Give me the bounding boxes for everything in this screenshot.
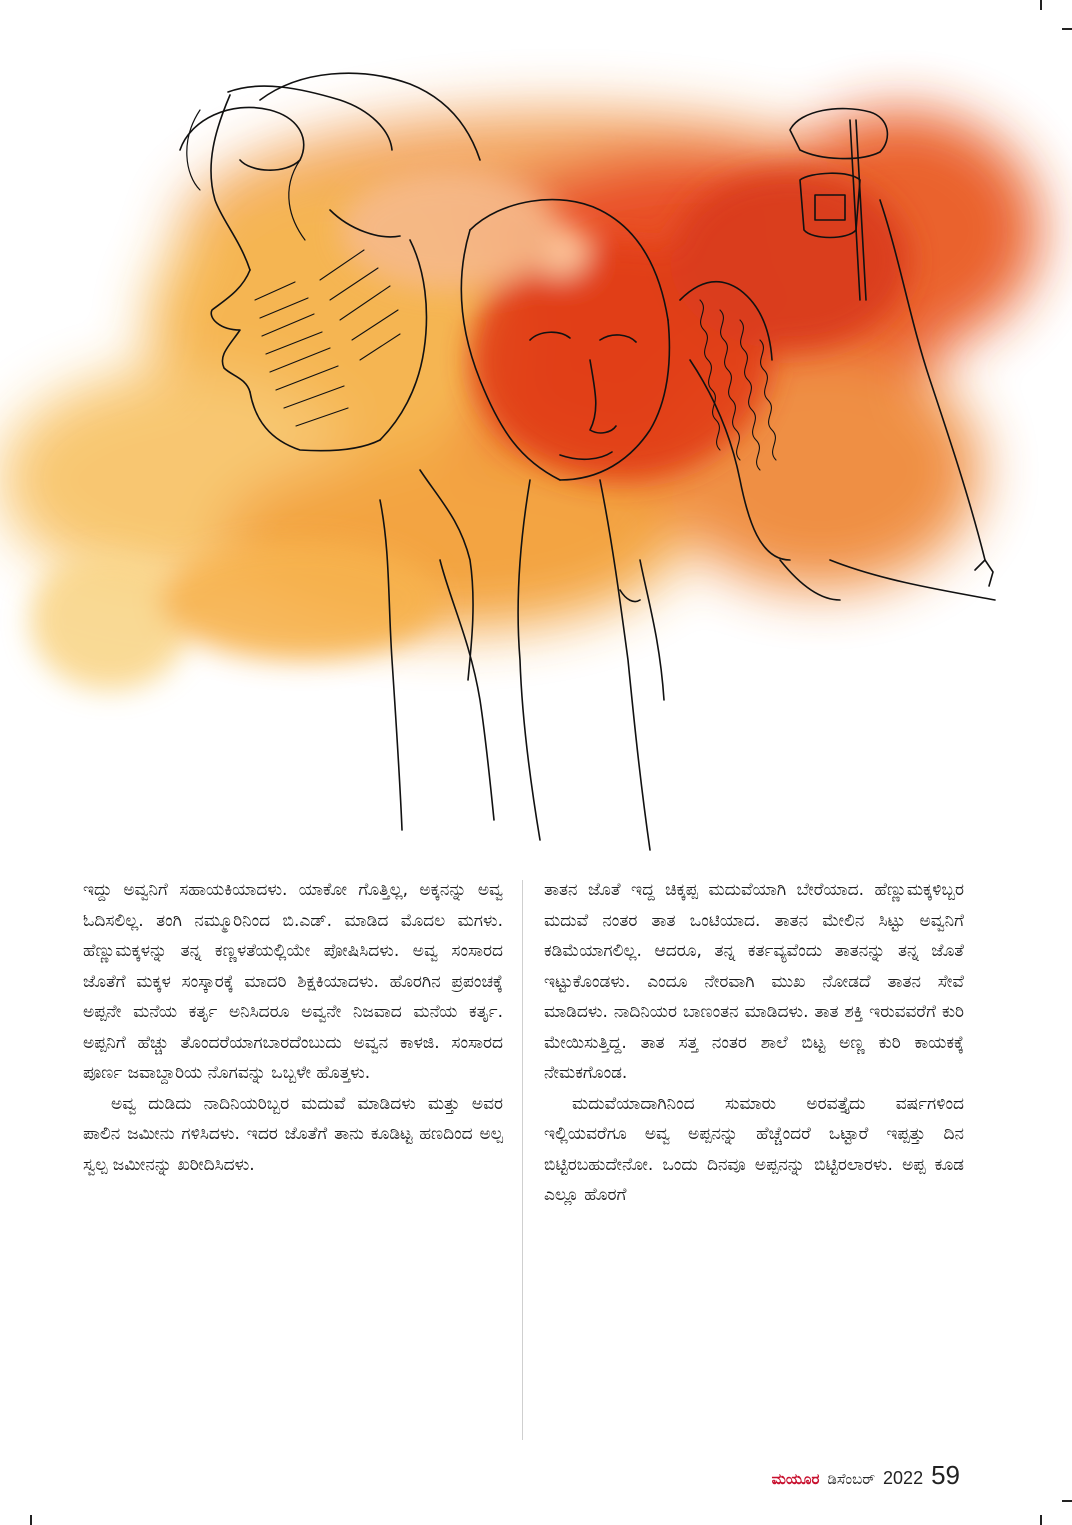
- column-divider: [522, 880, 523, 1440]
- magazine-logo: ಮಯೂರ: [771, 1470, 820, 1488]
- article-column-left: [83, 875, 503, 1180]
- issue-year: 2022: [883, 1468, 924, 1488]
- crop-mark-bottom-right: [1040, 1515, 1042, 1525]
- crop-mark-right-bottom: [1062, 1500, 1072, 1502]
- paragraph: ಅವ್ವ ದುಡಿದು ನಾದಿನಿಯರಿಬ್ಬರ ಮದುವೆ ಮಾಡಿದಳು ಮತ್ತು ಅವರ ಪಾಲಿನ ಜಮೀನು ಗಳಿಸಿದಳು. ಇದರ ಜೊತೆಗೆ ತಾನು ಕೂಡಿಟ್ಟ ಹಣದಿಂದ ಅಲ್ಪ ಸ್ವಲ್ಪ ಜಮೀನನ್ನು ಖರೀದಿಸಿದಳು.: [83, 1093, 503, 1175]
- crop-mark-bottom-left: [30, 1515, 32, 1525]
- paragraph: ಮದುವೆಯಾದಾಗಿನಿಂದ ಸುಮಾರು ಅರವತ್ತೈದು ವರ್ಷಗಳಿಂದ ಇಲ್ಲಿಯವರೆಗೂ ಅವ್ವ ಅಪ್ಪನನ್ನು ಹೆಚ್ಚೆಂದರೆ ಒಟ್ಟಾರೆ ಇಪ್ಪತ್ತು ದಿನ ಬಿಟ್ಟಿರಬಹುದೇನೋ. ಒಂದು ದಿನವೂ ಅಪ್ಪನನ್ನು ಬಿಟ್ಟಿರಲಾರಳು. ಅಪ್ಪ ಕೂಡ ಎಲ್ಲೂ ಹೊರಗೆ: [544, 1093, 964, 1205]
- article-column-right: [544, 875, 964, 1211]
- page-footer: [772, 1460, 960, 1491]
- paragraph: ತಾತನ ಜೊತೆ ಇದ್ದ ಚಿಕ್ಕಪ್ಪ ಮದುವೆಯಾಗಿ ಬೇರೆಯಾದ. ಹೆಣ್ಣುಮಕ್ಕಳಿಬ್ಬರ ಮದುವೆ ನಂತರ ತಾತ ಒಂಟಿಯಾದ. ತಾತನ ಮೇಲಿನ ಸಿಟ್ಟು ಅವ್ವನಿಗೆ ಕಡಿಮೆಯಾಗಲಿಲ್ಲ. ಆದರೂ, ತನ್ನ ಕರ್ತವ್ಯವೆಂದು ತಾತನನ್ನು ತನ್ನ ಜೊತೆ ಇಟ್ಟುಕೊಂಡಳು. ಎಂದೂ ನೇರವಾಗಿ ಮುಖ ನೋಡದೆ ತಾತನ ಸೇವೆ ಮಾಡಿದಳು. ನಾದಿನಿಯರ ಬಾಣಂತನ ಮಾಡಿದಳು. ತಾತ ಶಕ್ತಿ ಇರುವವರೆಗೆ ಕುರಿ ಮೇಯಿಸುತ್ತಿದ್ದ. ತಾತ ಸತ್ತ ನಂತರ ಶಾಲೆ ಬಿಟ್ಟ ಅಣ್ಣ ಕುರಿ ಕಾಯಕಕ್ಕೆ ನೇಮಕಗೊಂಡ.: [544, 880, 964, 1083]
- issue-month: ಡಿಸೆಂಬರ್: [827, 1470, 876, 1488]
- paragraph: ಇದ್ದು ಅವ್ವನಿಗೆ ಸಹಾಯಕಿಯಾದಳು. ಯಾಕೋ ಗೊತ್ತಿಲ್ಲ, ಅಕ್ಕನನ್ನು ಅವ್ವ ಓದಿಸಲಿಲ್ಲ. ತಂಗಿ ನಮ್ಮೂರಿನಿಂದ ಬಿ.ಎಡ್. ಮಾಡಿದ ಮೊದಲ ಮಗಳು. ಹೆಣ್ಣುಮಕ್ಕಳನ್ನು ತನ್ನ ಕಣ್ಣಳತೆಯಲ್ಲಿಯೇ ಪೋಷಿಸಿದಳು. ಅವ್ವ ಸಂಸಾರದ ಜೊತೆಗೆ ಮಕ್ಕಳ ಸಂಸ್ಕಾರಕ್ಕೆ ಮಾದರಿ ಶಿಕ್ಷಕಿಯಾದಳು. ಹೊರಗಿನ ಪ್ರಪಂಚಕ್ಕೆ ಅಪ್ಪನೇ ಮನೆಯ ಕರ್ತೃ ಅನಿಸಿದರೂ ಅವ್ವನೇ ನಿಜವಾದ ಮನೆಯ ಕರ್ತೃ. ಅಪ್ಪನಿಗೆ ಹೆಚ್ಚು ತೊಂದರೆಯಾಗಬಾರದೆಂಬುದು ಅವ್ವನ ಕಾಳಜಿ. ಸಂಸಾರದ ಪೂರ್ಣ ಜವಾಬ್ದಾರಿಯ ನೊಗವನ್ನು ಒಬ್ಬಳೇ ಹೊತ್ತಳು.: [83, 880, 503, 1083]
- page-number: 59: [931, 1460, 960, 1490]
